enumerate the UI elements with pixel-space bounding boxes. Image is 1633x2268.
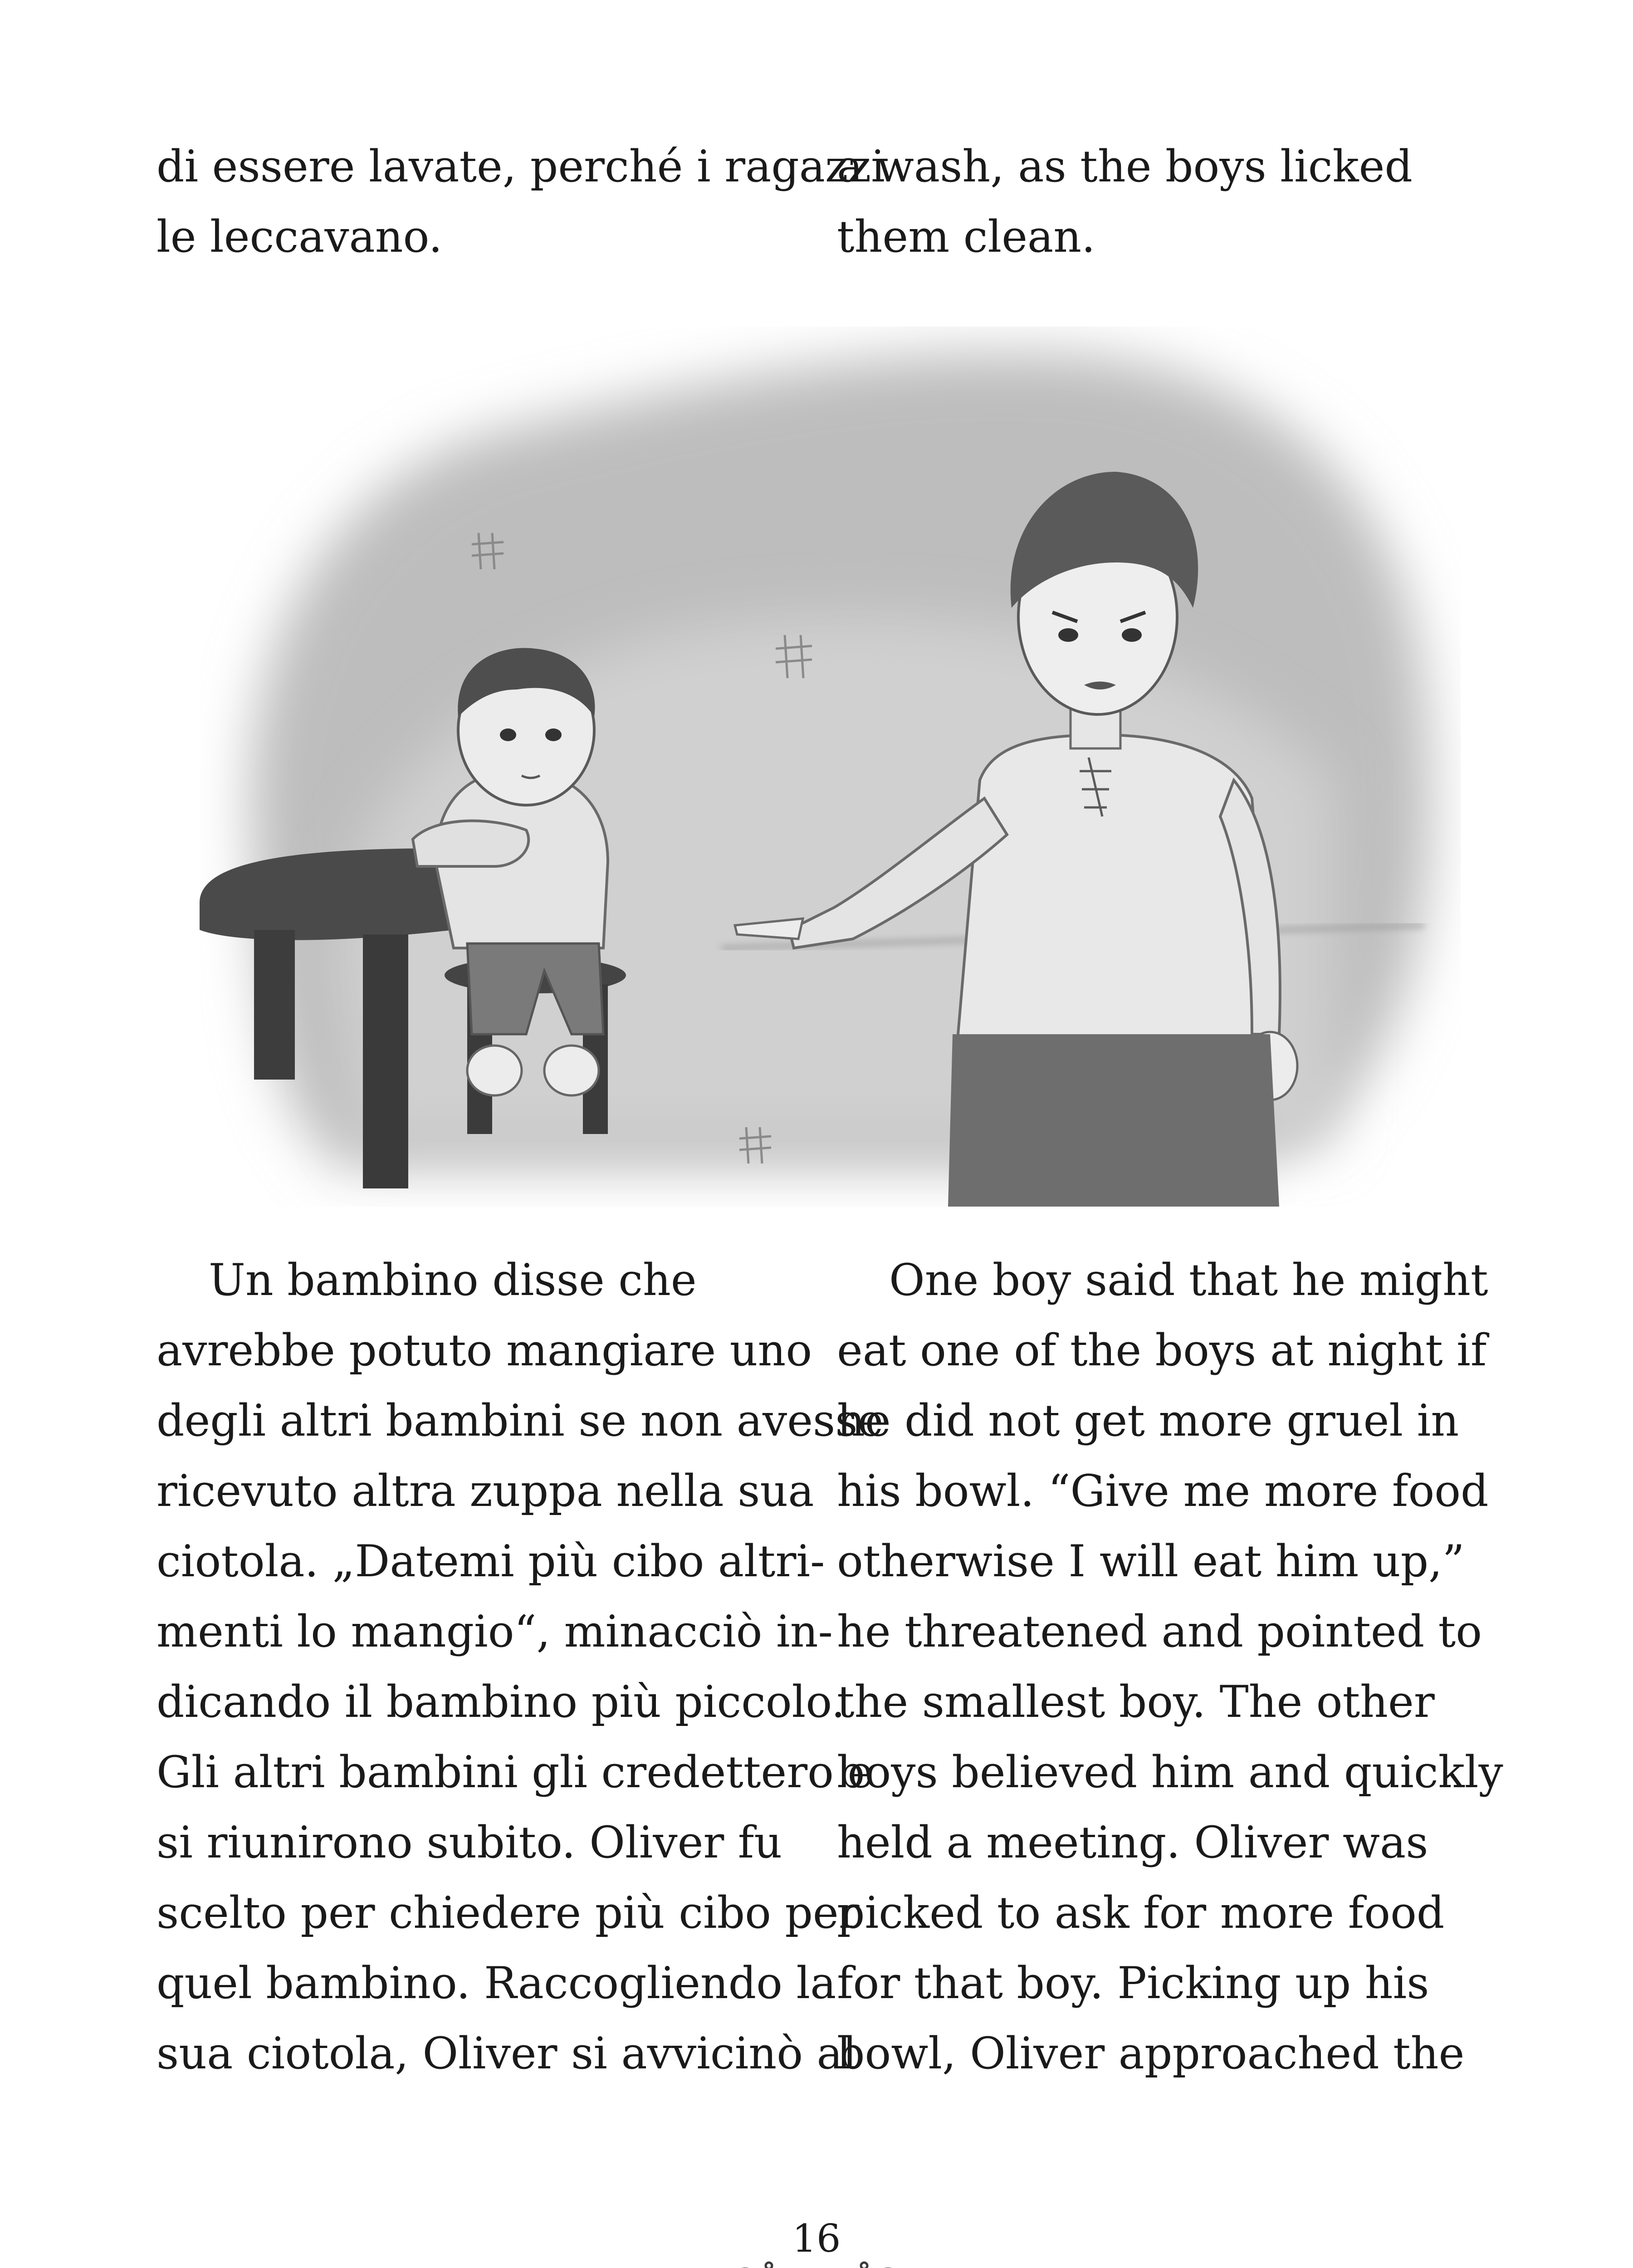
boy-pointing-illustration	[200, 327, 1461, 1207]
page-number: 16	[792, 2216, 841, 2261]
text-line: the smallest boy. The other	[837, 1677, 1435, 1727]
text-line: bowl, Oliver approached the	[837, 2028, 1465, 2079]
text-line: ricevuto altra zuppa nella sua	[156, 1466, 814, 1516]
text-line: them clean.	[837, 211, 1095, 262]
top-italian-column	[156, 132, 885, 272]
top-english-column	[837, 132, 1486, 272]
text-line: avrebbe potuto mangiare uno	[156, 1325, 812, 1376]
text-line: Un bambino disse che	[209, 1255, 697, 1305]
text-line: One boy said that he might	[889, 1255, 1488, 1305]
text-line: Gli altri bambini gli credettero e	[156, 1747, 874, 1798]
text-line: dicando il bambino più piccolo.	[156, 1677, 845, 1727]
text-line: he threatened and pointed to	[837, 1606, 1482, 1657]
text-line: picked to ask for more food	[837, 1887, 1445, 1938]
bottom-italian-column	[156, 1245, 884, 2089]
text-line: si riunirono subito. Oliver fu	[156, 1817, 782, 1868]
text-line: le leccavano.	[156, 211, 443, 262]
text-line: a wash, as the boys licked	[837, 141, 1413, 192]
text-line: quel bambino. Raccogliendo la	[156, 1958, 836, 2009]
text-line: eat one of the boys at night if	[837, 1325, 1487, 1376]
text-line: his bowl. “Give me more food	[837, 1466, 1489, 1516]
text-line: boys believed him and quickly	[837, 1747, 1503, 1798]
text-line: di essere lavate, perché i ragazzi	[156, 141, 885, 192]
text-line: for that boy. Picking up his	[837, 1958, 1429, 2009]
text-line: ciotola. „Datemi più cibo altri-	[156, 1536, 825, 1587]
bottom-english-column	[837, 1245, 1503, 2089]
text-line: held a meeting. Oliver was	[837, 1817, 1428, 1868]
text-line: degli altri bambini se non avesse	[156, 1395, 884, 1446]
text-line: sua ciotola, Oliver si avvicinò al	[156, 2028, 857, 2079]
text-line: he did not get more gruel in	[837, 1395, 1459, 1446]
text-line: menti lo mangio“, minacciò in-	[156, 1606, 833, 1657]
text-line: otherwise I will eat him up,”	[837, 1536, 1465, 1587]
text-line: scelto per chiedere più cibo per	[156, 1887, 860, 1938]
